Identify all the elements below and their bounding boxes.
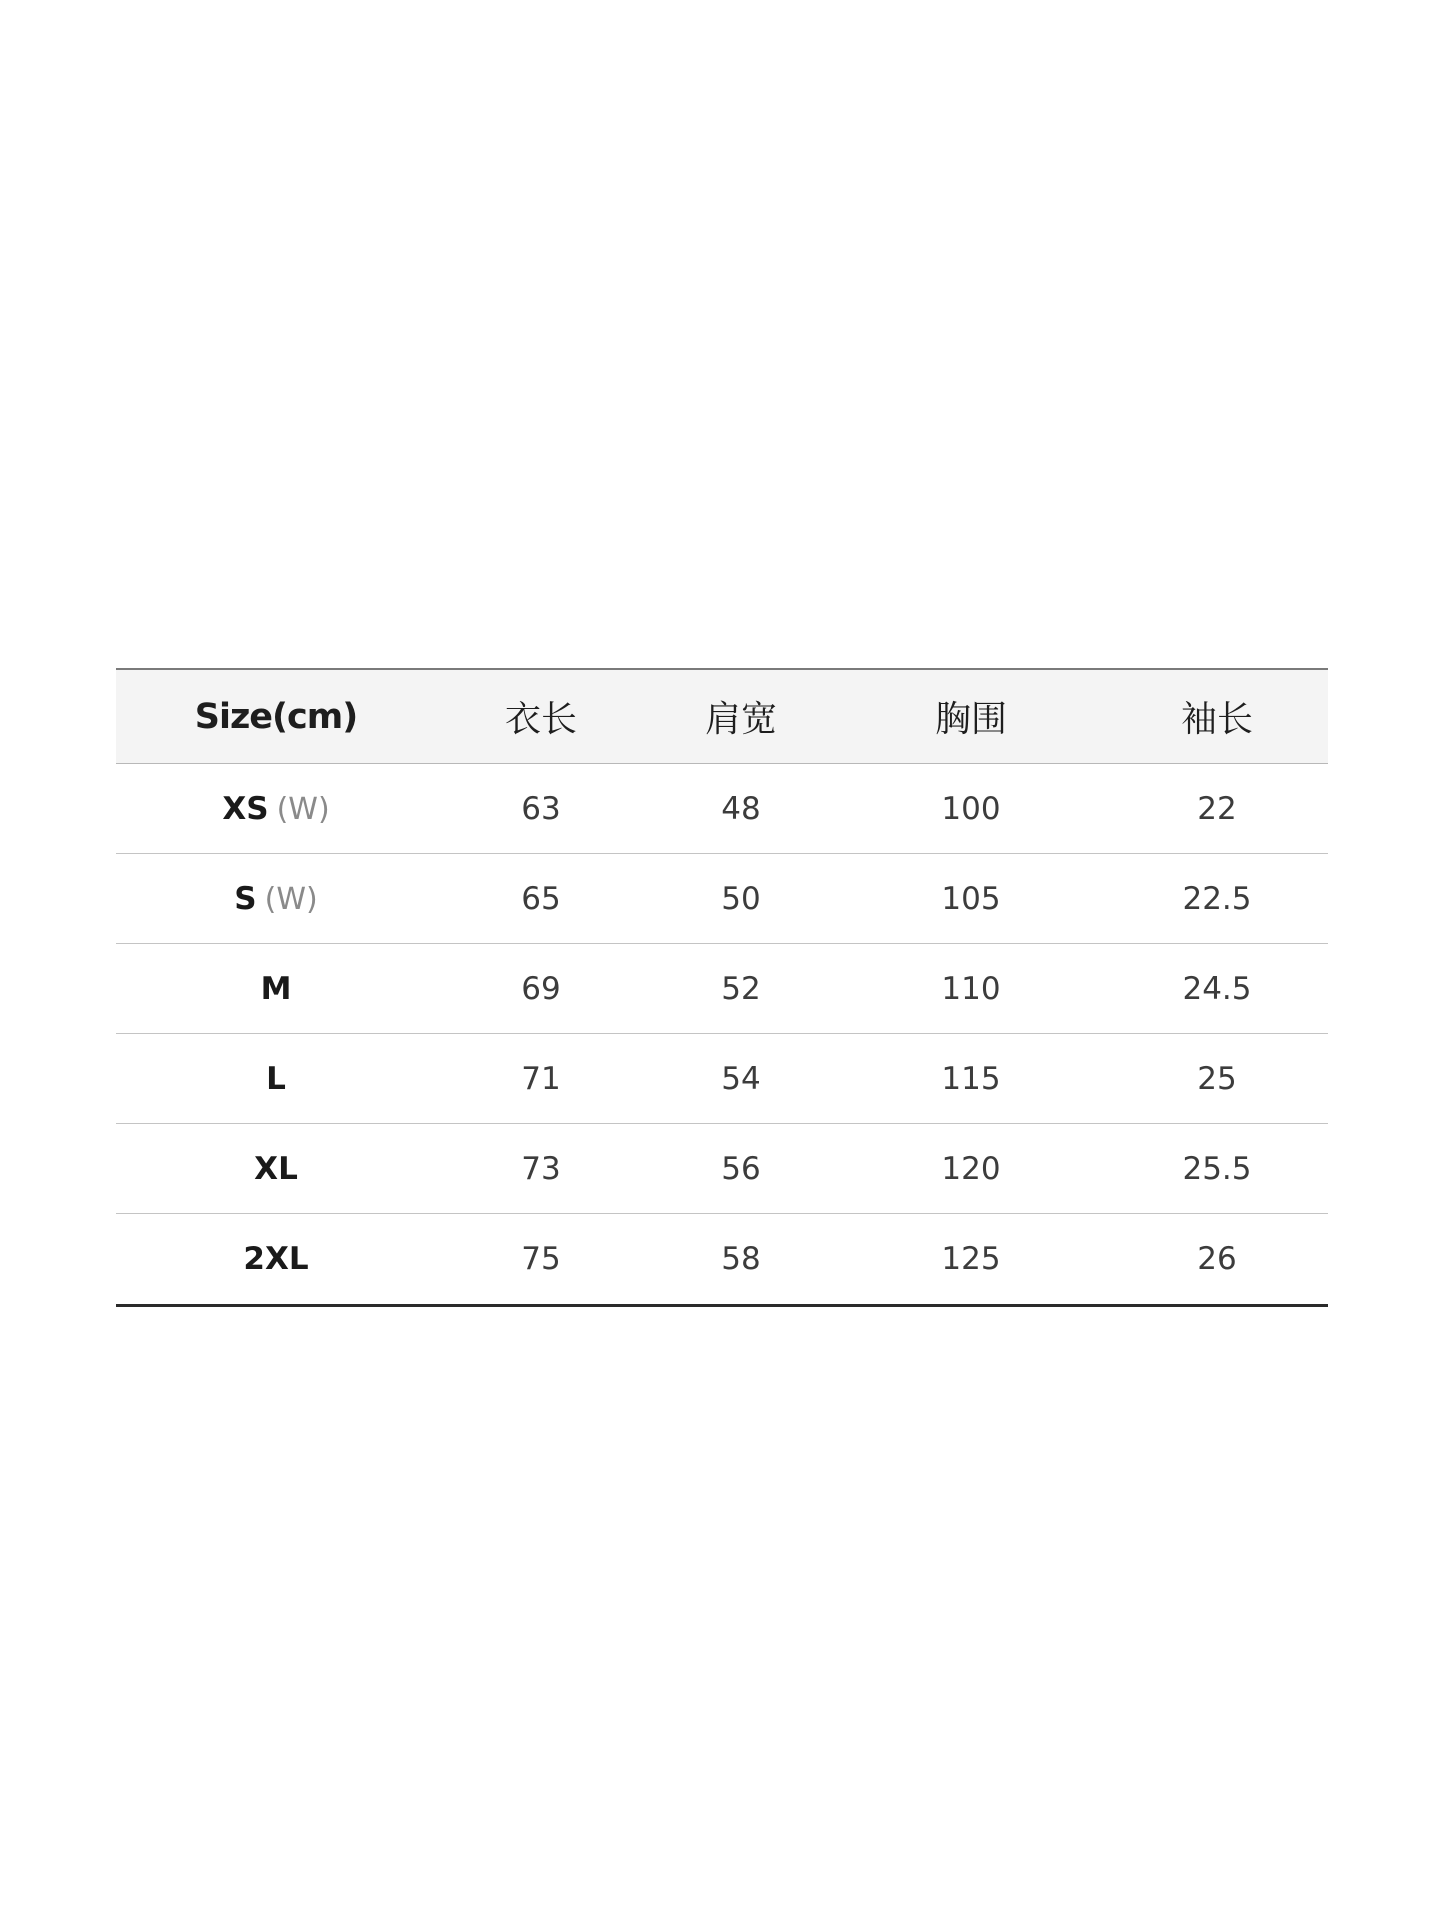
size-code: S bbox=[234, 880, 257, 917]
sleeve-cell: 22.5 bbox=[1182, 880, 1252, 917]
size-cell bbox=[116, 791, 436, 827]
table-row bbox=[116, 944, 1328, 1034]
size-cell bbox=[116, 1061, 436, 1097]
header-shoulder: 肩宽 bbox=[704, 699, 777, 740]
table-row bbox=[116, 1214, 1328, 1304]
length-cell: 69 bbox=[521, 970, 561, 1007]
sleeve-cell: 25.5 bbox=[1182, 1150, 1252, 1187]
size-cell bbox=[116, 1151, 436, 1187]
sleeve-cell: 26 bbox=[1197, 1241, 1237, 1277]
size-cell bbox=[116, 971, 436, 1007]
length-cell: 75 bbox=[521, 1241, 561, 1277]
length-cell: 71 bbox=[521, 1060, 561, 1097]
shoulder-cell: 54 bbox=[721, 1060, 761, 1097]
table-header-row bbox=[116, 670, 1328, 764]
shoulder-cell: 58 bbox=[721, 1241, 761, 1277]
size-code: L bbox=[266, 1060, 286, 1097]
header-chest: 胸围 bbox=[934, 699, 1007, 740]
size-code: XL bbox=[254, 1150, 298, 1187]
header-length: 衣长 bbox=[504, 699, 577, 740]
length-cell: 63 bbox=[521, 790, 561, 827]
chest-cell: 105 bbox=[941, 880, 1001, 917]
table-row bbox=[116, 854, 1328, 944]
header-sleeve: 袖长 bbox=[1180, 699, 1253, 740]
shoulder-cell: 56 bbox=[721, 1150, 761, 1187]
size-note: (W) bbox=[264, 881, 318, 917]
size-cell bbox=[116, 1241, 436, 1277]
chest-cell: 120 bbox=[941, 1150, 1001, 1187]
size-note: (W) bbox=[276, 791, 330, 827]
size-code: 2XL bbox=[243, 1241, 309, 1277]
chest-cell: 125 bbox=[941, 1241, 1001, 1277]
size-code: XS bbox=[222, 790, 269, 827]
shoulder-cell: 48 bbox=[721, 790, 761, 827]
length-cell: 65 bbox=[521, 880, 561, 917]
sleeve-cell: 25 bbox=[1197, 1060, 1237, 1097]
size-cell bbox=[116, 881, 436, 917]
sleeve-cell: 22 bbox=[1197, 790, 1237, 827]
chest-cell: 100 bbox=[941, 790, 1001, 827]
size-code: M bbox=[260, 970, 292, 1007]
sleeve-cell: 24.5 bbox=[1182, 970, 1252, 1007]
size-chart-table bbox=[116, 668, 1328, 1307]
chest-cell: 115 bbox=[941, 1060, 1001, 1097]
shoulder-cell: 52 bbox=[721, 970, 761, 1007]
header-size: Size(cm) bbox=[194, 696, 358, 737]
table-row bbox=[116, 764, 1328, 854]
table-row bbox=[116, 1124, 1328, 1214]
table-row bbox=[116, 1034, 1328, 1124]
chest-cell: 110 bbox=[941, 970, 1001, 1007]
shoulder-cell: 50 bbox=[721, 880, 761, 917]
length-cell: 73 bbox=[521, 1150, 561, 1187]
